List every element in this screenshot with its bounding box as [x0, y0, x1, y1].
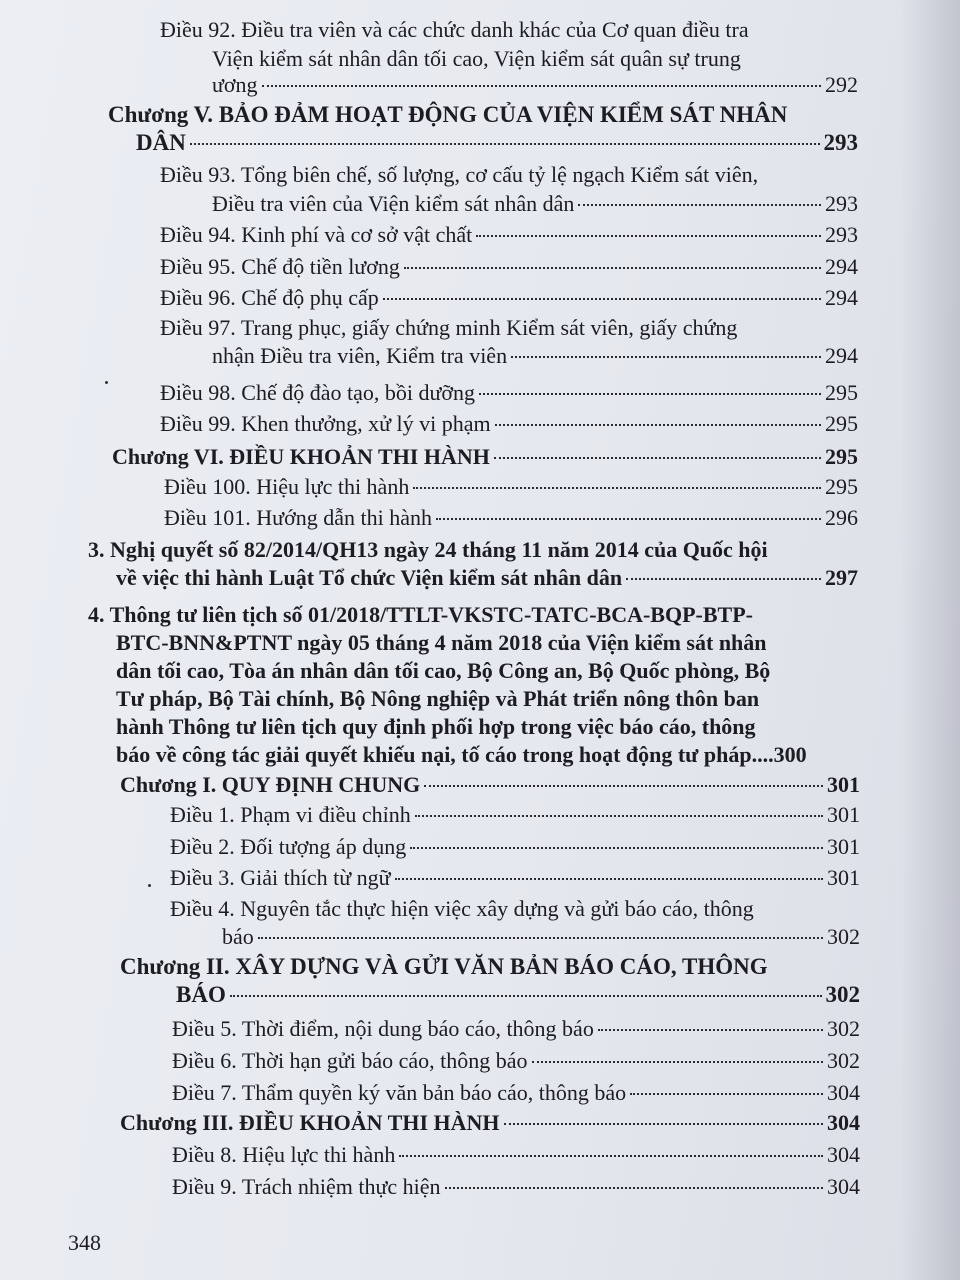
toc-entry-title: Điều 95. Chế độ tiền lương [160, 254, 400, 279]
toc-item-4[interactable] [116, 740, 860, 770]
toc-entry-dieu-92-line-1: Điều 92. Điều tra viên và các chức danh khác của Cơ quan điều tra [160, 17, 749, 42]
toc-item-4-line-1: 4. Thông tư liên tịch số 01/2018/TTLT-VKSTC-TATC-BCA-BQP-BTP- [88, 602, 753, 627]
leader-dots [476, 233, 821, 237]
toc-entry-title: BÁO [176, 982, 226, 1007]
toc-entry-dieu-93[interactable] [212, 189, 858, 219]
leader-dots [395, 876, 823, 880]
toc-chapter-i[interactable] [120, 770, 860, 800]
toc-entry-page: 304 [827, 1110, 860, 1135]
stray-ink-mark [105, 381, 108, 384]
toc-entry-page: 304 [827, 1142, 860, 1167]
toc-entry-dieu-1[interactable] [170, 800, 860, 830]
toc-entry-page: 294 [825, 285, 858, 310]
page-number: 348 [68, 1230, 101, 1255]
leader-dots [495, 422, 821, 426]
toc-entry-title: Điều 101. Hướng dẫn thi hành [164, 505, 432, 530]
leader-dots [410, 845, 823, 849]
toc-entry-title: Chương III. ĐIỀU KHOẢN THI HÀNH [120, 1110, 500, 1135]
leader-dots [262, 83, 821, 87]
toc-entry-title: Điều 98. Chế độ đào tạo, bồi dưỡng [160, 380, 476, 405]
toc-chapter-v[interactable] [136, 128, 858, 158]
toc-entry-dieu-2[interactable] [170, 832, 860, 862]
toc-entry-dieu-92[interactable] [212, 70, 858, 100]
toc-item-4-line-2: BTC-BNN&PTNT ngày 05 tháng 4 năm 2018 của Viện kiểm sát nhân [116, 630, 767, 655]
toc-item-4-line-5: hành Thông tư liên tịch quy định phối hợp trong việc báo cáo, thông [116, 714, 756, 739]
toc-entry-title: Điều 6. Thời hạn gửi báo cáo, thông báo [172, 1048, 528, 1073]
toc-entry-dieu-95[interactable] [160, 252, 858, 282]
toc-entry-title: báo [222, 924, 254, 949]
toc-entry-page: 301 [827, 802, 860, 827]
toc-entry-page: 301 [827, 865, 860, 890]
toc-entry-dieu-96[interactable] [160, 283, 858, 313]
toc-entry-dieu-8[interactable] [172, 1140, 860, 1170]
toc-entry-dieu-93-line-1: Điều 93. Tổng biên chế, số lượng, cơ cấu tỷ lệ ngạch Kiểm sát viên, [160, 162, 759, 187]
toc-entry-dieu-101[interactable] [164, 503, 858, 533]
toc-entry-page: 301 [827, 772, 860, 797]
leader-dots [399, 1153, 823, 1157]
toc-entry-title: Điều 3. Giải thích từ ngữ [170, 865, 391, 890]
toc-entry-dieu-94[interactable] [160, 220, 858, 250]
leader-dots [598, 1027, 823, 1031]
toc-entry-page: 295 [825, 411, 858, 436]
toc-entry-page: 294 [825, 343, 858, 368]
toc-entry-title: báo về công tác giải quyết khiếu nại, tố cáo trong hoạt động tư pháp.... [116, 742, 774, 767]
toc-entry-dieu-97[interactable] [212, 341, 858, 371]
toc-entry-page: 293 [825, 191, 858, 216]
toc-item-4-line-4: Tư pháp, Bộ Tài chính, Bộ Nông nghiệp và Phát triển nông thôn ban [116, 686, 760, 711]
toc-entry-page: 301 [827, 834, 860, 859]
toc-entry-page: 296 [825, 505, 858, 530]
leader-dots [404, 265, 821, 269]
leader-dots [413, 485, 821, 489]
toc-entry-dieu-99[interactable] [160, 409, 858, 439]
toc-entry-dieu-4-line-1: Điều 4. Nguyên tắc thực hiện việc xây dựng và gửi báo cáo, thông [170, 896, 754, 921]
toc-entry-page: 300 [773, 742, 807, 767]
toc-entry-page: 297 [825, 565, 858, 590]
toc-chapter-ii[interactable] [176, 980, 860, 1010]
leader-dots [436, 516, 821, 520]
toc-entry-page: 294 [825, 254, 858, 279]
leader-dots [511, 354, 821, 358]
leader-dots [383, 296, 821, 300]
toc-chapter-iii[interactable] [120, 1108, 860, 1138]
toc-item-3[interactable] [116, 563, 858, 593]
toc-entry-dieu-6[interactable] [172, 1046, 860, 1076]
toc-entry-page: 295 [825, 380, 858, 405]
leader-dots [494, 455, 821, 459]
stray-ink-mark [148, 884, 151, 887]
toc-entry-dieu-5[interactable] [172, 1014, 860, 1044]
toc-entry-page: 293 [823, 130, 858, 155]
toc-entry-title: Điều 2. Đối tượng áp dụng [170, 834, 407, 859]
toc-entry-title: nhận Điều tra viên, Kiểm tra viên [212, 343, 508, 368]
toc-entry-page: 302 [827, 924, 860, 949]
toc-entry-title: Điều 8. Hiệu lực thi hành [172, 1142, 396, 1167]
toc-item-3-line-1: 3. Nghị quyết số 82/2014/QH13 ngày 24 tháng 11 năm 2014 của Quốc hội [88, 537, 768, 562]
toc-entry-dieu-4[interactable] [222, 922, 860, 952]
leader-dots [630, 1091, 823, 1095]
toc-entry-dieu-7[interactable] [172, 1078, 860, 1108]
toc-entry-title: Điều 1. Phạm vi điều chỉnh [170, 802, 411, 827]
toc-entry-title: Điều 99. Khen thưởng, xử lý vi phạm [160, 411, 491, 436]
toc-entry-dieu-9[interactable] [172, 1172, 860, 1202]
leader-dots [532, 1059, 823, 1063]
leader-dots [626, 576, 821, 580]
leader-dots [424, 783, 823, 787]
toc-entry-page: 302 [827, 1048, 860, 1073]
toc-item-4-line-3: dân tối cao, Tòa án nhân dân tối cao, Bộ Công an, Bộ Quốc phòng, Bộ [116, 658, 771, 683]
leader-dots [415, 813, 823, 817]
toc-entry-dieu-92-line-2: Viện kiểm sát nhân dân tối cao, Viện kiểm sát quân sự trung [212, 46, 741, 71]
toc-chapter-v-line-1: Chương V. BẢO ĐẢM HOẠT ĐỘNG CỦA VIỆN KIỂM SÁT NHÂN [108, 102, 788, 127]
toc-entry-dieu-98[interactable] [160, 378, 858, 408]
toc-entry-title: Chương VI. ĐIỀU KHOẢN THI HÀNH [112, 444, 490, 469]
toc-entry-dieu-100[interactable] [164, 472, 858, 502]
toc-entry-title: DÂN [136, 130, 186, 155]
toc-entry-title: Điều 94. Kinh phí và cơ sở vật chất [160, 222, 473, 247]
toc-entry-title: Điều 100. Hiệu lực thi hành [164, 474, 410, 499]
leader-dots [578, 202, 821, 206]
toc-entry-page: 295 [825, 444, 858, 469]
toc-entry-title: Điều 5. Thời điểm, nội dung báo cáo, thông báo [172, 1016, 594, 1041]
toc-entry-page: 293 [825, 222, 858, 247]
leader-dots [504, 1121, 824, 1125]
toc-entry-page: 302 [825, 982, 860, 1007]
leader-dots [445, 1185, 823, 1189]
toc-entry-title: Điều 7. Thẩm quyền ký văn bản báo cáo, thông báo [172, 1080, 627, 1105]
toc-entry-title: ương [212, 72, 258, 97]
page-edge-shadow [900, 0, 960, 1280]
toc-entry-page: 292 [825, 72, 858, 97]
toc-entry-page: 302 [827, 1016, 860, 1041]
toc-entry-title: Điều 96. Chế độ phụ cấp [160, 285, 379, 310]
leader-dots [258, 935, 823, 939]
toc-chapter-ii-line-1: Chương II. XÂY DỰNG VÀ GỬI VĂN BẢN BÁO CÁO, THÔNG [120, 954, 768, 979]
toc-entry-page: 295 [825, 474, 858, 499]
leader-dots [479, 391, 821, 395]
toc-entry-title: Điều 9. Trách nhiệm thực hiện [172, 1174, 441, 1199]
leader-dots [230, 993, 822, 997]
leader-dots [190, 141, 820, 145]
toc-entry-title: Điều tra viên của Viện kiểm sát nhân dân [212, 191, 575, 216]
toc-entry-page: 304 [827, 1080, 860, 1105]
toc-chapter-vi[interactable] [112, 442, 858, 472]
toc-entry-dieu-3[interactable] [170, 863, 860, 893]
toc-entry-title: Chương I. QUY ĐỊNH CHUNG [120, 772, 421, 797]
toc-entry-dieu-97-line-1: Điều 97. Trang phục, giấy chứng minh Kiểm sát viên, giấy chứng [160, 315, 738, 340]
toc-entry-title: về việc thi hành Luật Tổ chức Viện kiểm sát nhân dân [116, 565, 623, 590]
toc-entry-page: 304 [827, 1174, 860, 1199]
